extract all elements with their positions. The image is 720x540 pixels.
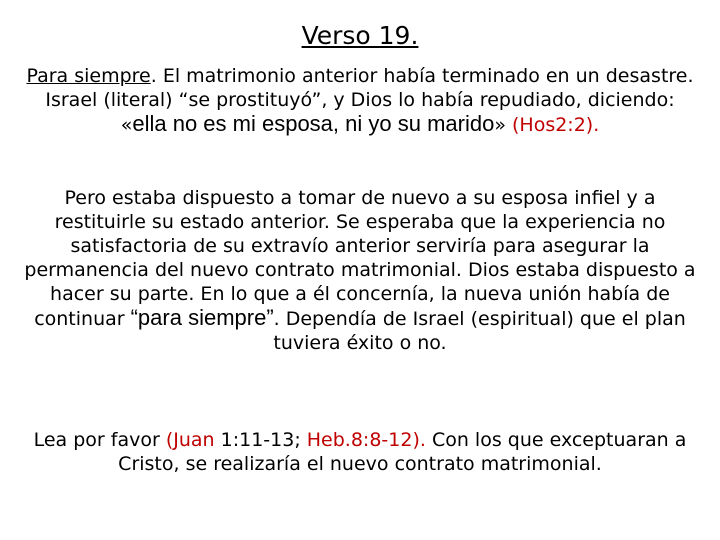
emphasis-para-siempre: Para siempre [26, 65, 151, 87]
quote-close: » [494, 114, 512, 136]
scripture-reference-verses: 1:11-13; [220, 429, 307, 451]
paragraph-3-text-end: Con los que exceptuaran a Cristo, se realizaría el nuevo contrato matrimonial. [118, 429, 687, 475]
paragraph-3 [24, 428, 696, 476]
paragraph-2-text-end: . Dependía de Israel (espiritual) que el plan tuviera éxito o no. [273, 308, 686, 354]
page-title: Verso 19. [301, 21, 419, 50]
paragraph-3-text: Lea por favor [33, 429, 166, 451]
scripture-reference-hosea: (Hos2:2). [512, 114, 600, 136]
quote-ella-no-es-mi-esposa: ella no es mi esposa, ni yo su marido [132, 111, 495, 136]
paragraph-1-text: . El matrimonio anterior había terminado en un desastre. Israel (literal) “se prostituyó”, y Dios lo había repudiado, diciendo: « [45, 65, 694, 136]
paragraph-2-text: Pero estaba dispuesto a tomar de nuevo a su esposa infiel y a restituirle su estado anterior. Se esperaba que la experiencia no satisfactoria de su extravío anterior serviría para asegurar la permanencia del nuevo contrato matrimonial. Dios estaba dispuesto a hacer su parte. En lo que a él concernía, la nueva unión había de continuar [24, 187, 696, 330]
paragraph-2 [24, 186, 696, 355]
scripture-reference-juan: (Juan [165, 429, 221, 451]
quote-para-siempre: “para siempre” [130, 305, 274, 330]
paragraph-1 [24, 64, 696, 137]
scripture-reference-hebreos: Heb.8:8-12). [306, 429, 426, 451]
